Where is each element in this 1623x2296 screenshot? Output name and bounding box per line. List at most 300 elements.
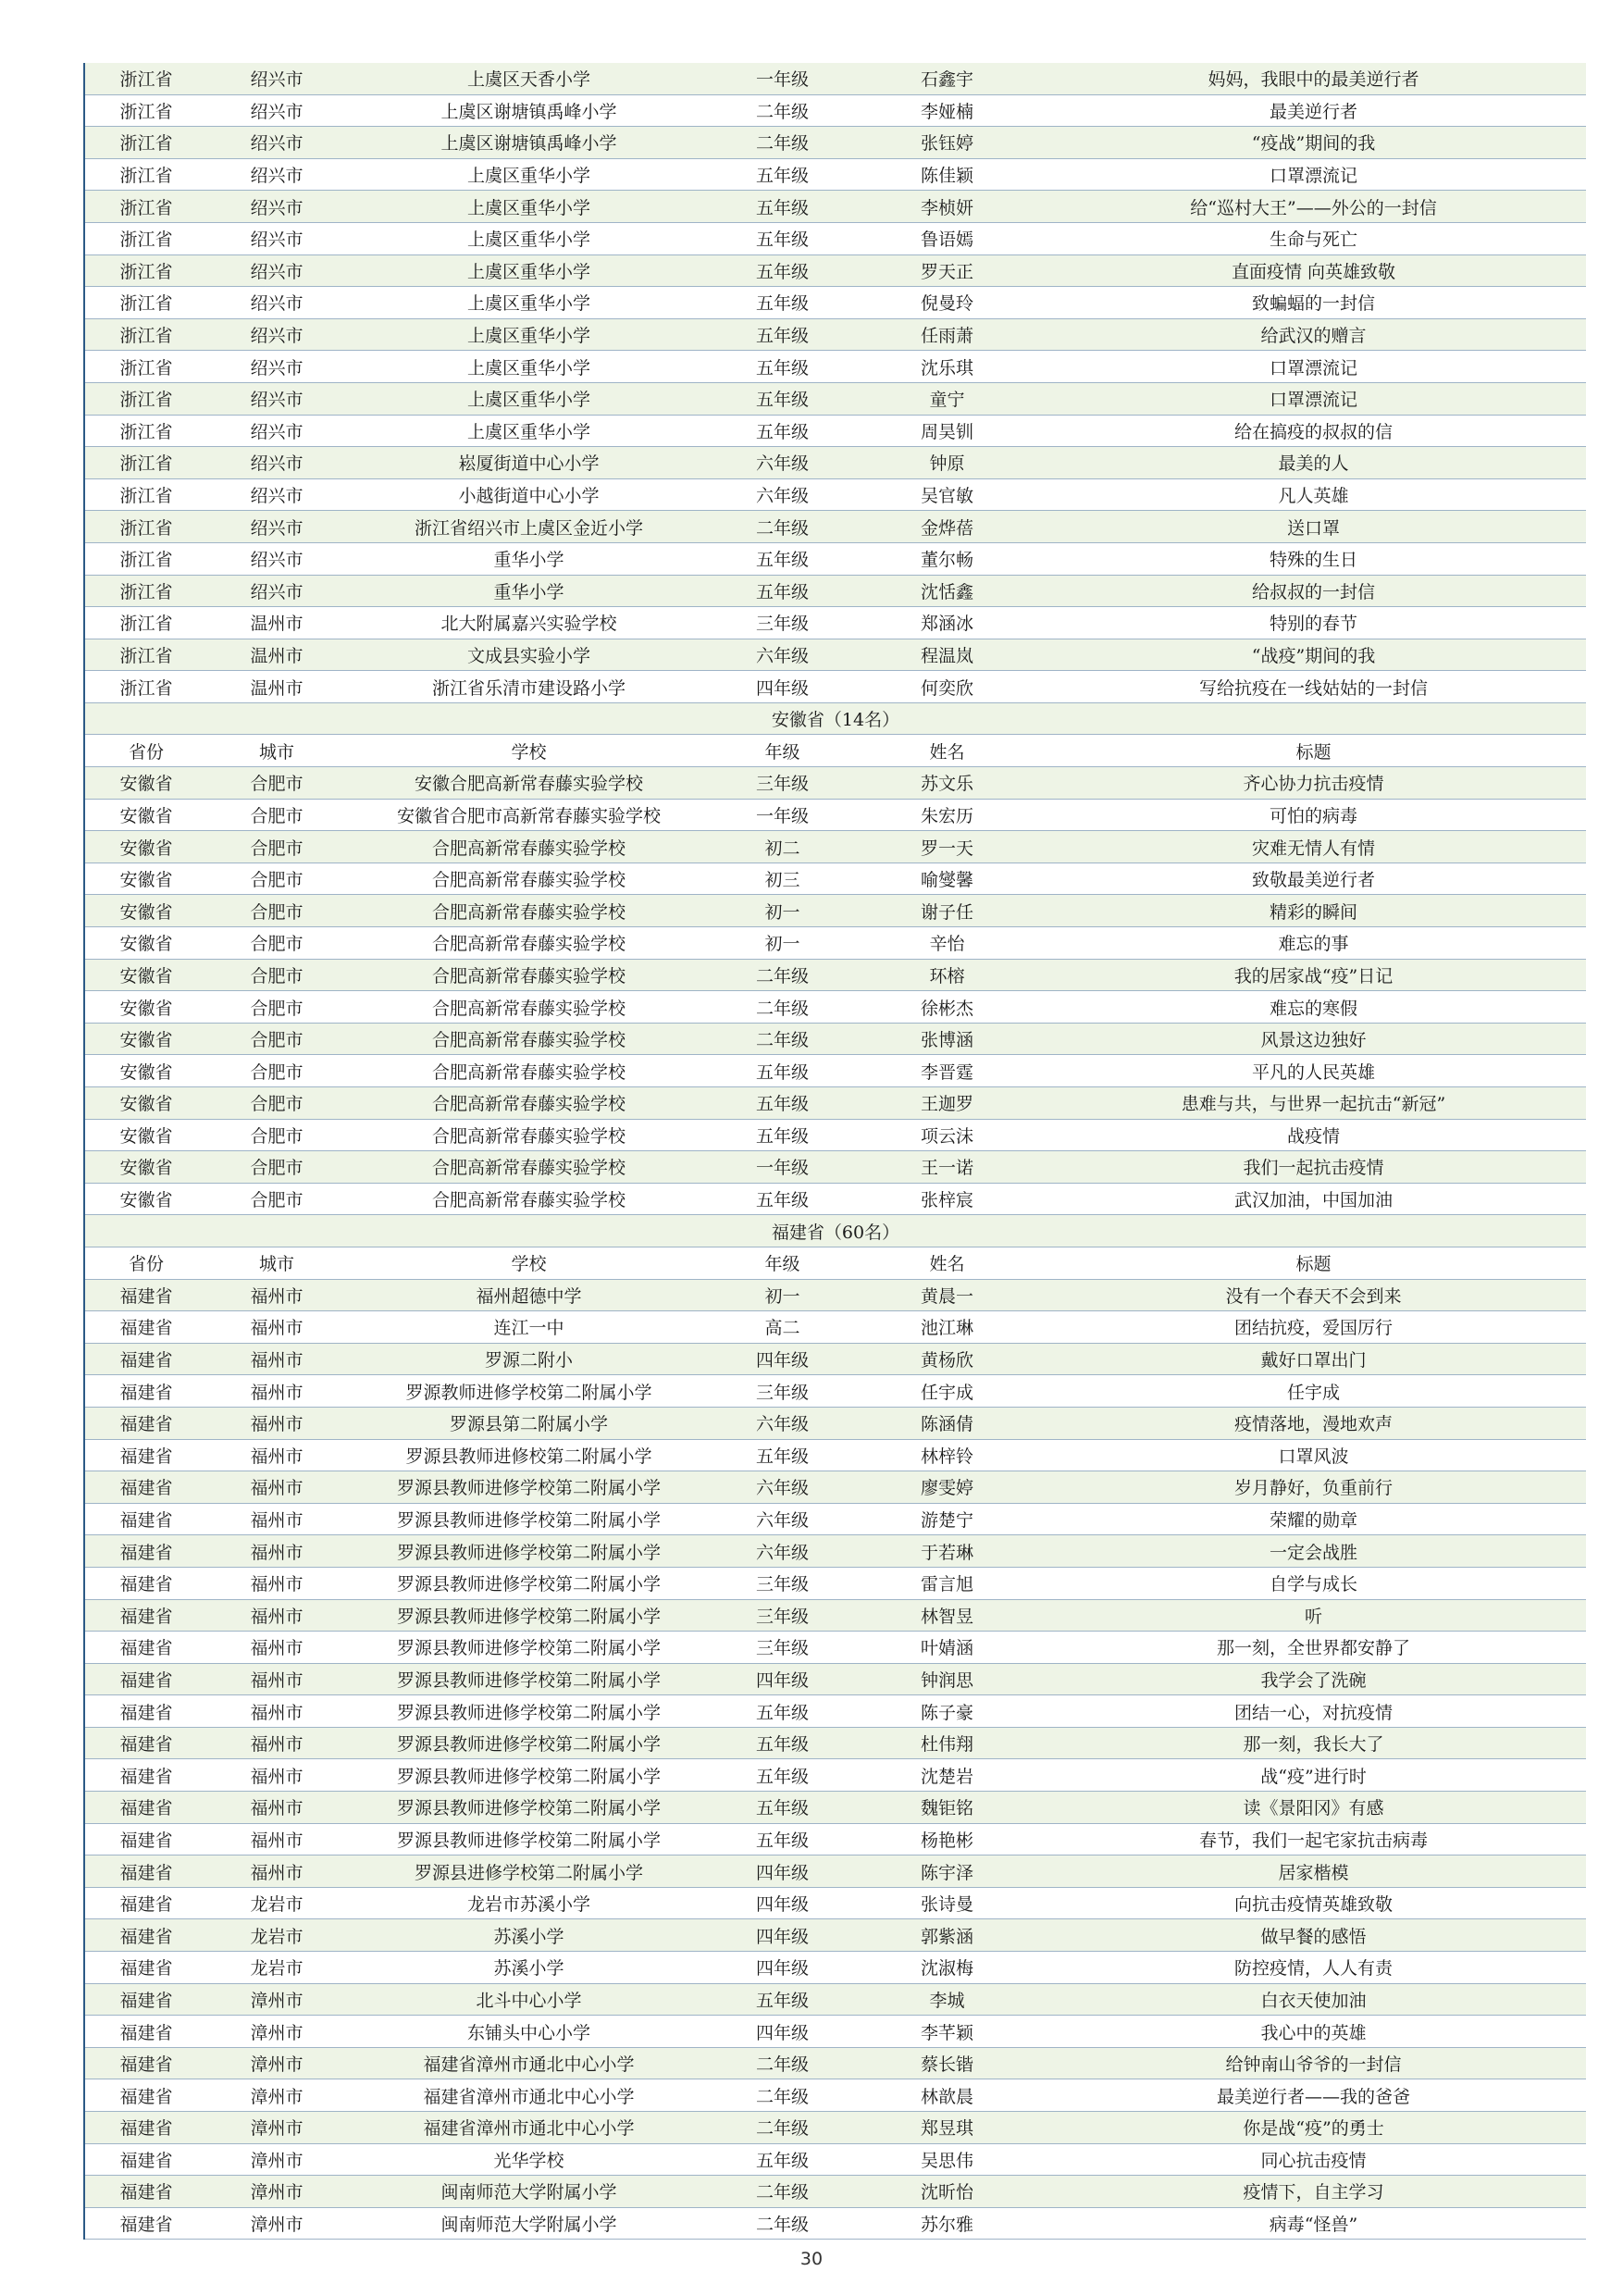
cell-title: 我心中的英雄 [1260, 2022, 1367, 2043]
cell-grade: 四年级 [755, 1669, 809, 1691]
cell-name: 环榕 [929, 965, 965, 987]
cell-school: 苏溪小学 [493, 1958, 564, 1980]
cell-school: 东铺头中心小学 [466, 2022, 590, 2043]
cell-province: 安徽省 [119, 965, 173, 987]
cell-grade: 三年级 [755, 774, 809, 795]
cell-city: 福州市 [250, 1382, 304, 1403]
table-row [85, 2144, 1586, 2177]
cell-school: 光华学校 [493, 2150, 564, 2171]
table-row [85, 1759, 1586, 1792]
cell-title: 防控疫情，人人有责 [1233, 1958, 1393, 1980]
cell-province: 福建省 [119, 1414, 173, 1435]
cell-city: 绍兴市 [250, 293, 304, 315]
cell-title: 春节，我们一起宅家抗击病毒 [1198, 1830, 1428, 1851]
cell-school: 福建省漳州市通北中心小学 [423, 2086, 635, 2107]
table-row [85, 1568, 1586, 1600]
cell-grade: 五年级 [755, 1125, 809, 1147]
cell-city: 合肥市 [250, 1125, 304, 1147]
cell-city: 绍兴市 [250, 133, 304, 155]
cell-title: 戴好口罩出门 [1260, 1350, 1367, 1371]
cell-province: 福建省 [119, 1990, 173, 2011]
table-row [85, 767, 1586, 800]
cell-title: 岁月静好，负重前行 [1233, 1478, 1393, 1499]
cell-city: 漳州市 [250, 2022, 304, 2043]
cell-title: 疫情落地，漫地欢声 [1233, 1414, 1393, 1435]
cell-grade: 二年级 [755, 998, 809, 1019]
cell-city: 合肥市 [250, 870, 304, 891]
cell-grade: 五年级 [755, 1094, 809, 1115]
cell-city: 绍兴市 [250, 550, 304, 571]
cell-school: 合肥高新常春藤实验学校 [431, 1158, 626, 1179]
cell-title: 没有一个春天不会到来 [1225, 1285, 1402, 1307]
cell-city: 合肥市 [250, 1190, 304, 1211]
table-row [85, 1184, 1586, 1216]
cell-grade: 五年级 [755, 326, 809, 347]
cell-school: 龙岩市苏溪小学 [466, 1894, 590, 1916]
column-header: 城市 [258, 1254, 294, 1275]
cell-province: 浙江省 [119, 293, 173, 315]
table-row [85, 1888, 1586, 1920]
cell-name: 程温岚 [920, 645, 973, 666]
cell-school: 上虞区重华小学 [466, 166, 590, 187]
table-row [85, 1952, 1586, 1984]
cell-title: 可怕的病毒 [1269, 805, 1357, 826]
cell-grade: 三年级 [755, 1574, 809, 1595]
cell-city: 福州市 [250, 1414, 304, 1435]
cell-province: 福建省 [119, 1766, 173, 1787]
cell-school: 安徽省合肥市高新常春藤实验学校 [396, 805, 661, 826]
table-row [85, 800, 1586, 832]
cell-province: 安徽省 [119, 870, 173, 891]
table-row [85, 1311, 1586, 1344]
cell-title: 一定会战胜 [1269, 1542, 1357, 1563]
table-row [85, 607, 1586, 639]
cell-name: 陈佳颖 [920, 166, 973, 187]
cell-city: 福州市 [250, 1606, 304, 1627]
cell-province: 福建省 [119, 2182, 173, 2203]
cell-province: 福建省 [119, 1926, 173, 1947]
cell-name: 郭紫涵 [920, 1926, 973, 1947]
cell-name: 董尔畅 [920, 550, 973, 571]
table-row [85, 639, 1586, 672]
cell-grade: 二年级 [755, 2182, 809, 2203]
cell-city: 温州市 [250, 645, 304, 666]
cell-school: 罗源县进修学校第二附属小学 [414, 1862, 643, 1883]
cell-province: 安徽省 [119, 1158, 173, 1179]
cell-school: 合肥高新常春藤实验学校 [431, 1061, 626, 1083]
cell-title: 疫情下，自主学习 [1243, 2182, 1384, 2203]
cell-school: 合肥高新常春藤实验学校 [431, 838, 626, 859]
cell-school: 罗源县第二附属小学 [449, 1414, 608, 1435]
table-row [85, 1055, 1586, 1087]
cell-province: 福建省 [119, 2150, 173, 2171]
cell-province: 福建省 [119, 1702, 173, 1723]
cell-city: 绍兴市 [250, 326, 304, 347]
cell-name: 李娅楠 [920, 101, 973, 122]
table-row [85, 2079, 1586, 2112]
table-row [85, 1855, 1586, 1888]
cell-province: 浙江省 [119, 133, 173, 155]
cell-title: “战疫”期间的我 [1251, 645, 1376, 666]
cell-name: 倪曼玲 [920, 293, 973, 315]
cell-name: 辛怡 [929, 934, 965, 955]
cell-province: 福建省 [119, 2086, 173, 2107]
cell-city: 合肥市 [250, 805, 304, 826]
cell-school: 合肥高新常春藤实验学校 [431, 998, 626, 1019]
cell-title: 口罩风波 [1278, 1446, 1349, 1467]
cell-province: 浙江省 [119, 230, 173, 251]
cell-city: 绍兴市 [250, 101, 304, 122]
cell-province: 福建省 [119, 2118, 173, 2140]
cell-school: 浙江省乐清市建设路小学 [431, 677, 626, 699]
cell-province: 安徽省 [119, 774, 173, 795]
table-header-row [85, 735, 1586, 767]
cell-school: 罗源县教师进修学校第二附属小学 [396, 1669, 661, 1691]
table-row [85, 2176, 1586, 2208]
column-header: 姓名 [929, 1254, 965, 1275]
cell-name: 张梓宸 [920, 1190, 973, 1211]
cell-title: 妈妈，我眼中的最美逆行者 [1208, 69, 1419, 91]
cell-name: 苏尔雅 [920, 2215, 973, 2236]
table-row [85, 1280, 1586, 1312]
cell-name: 魏钜铭 [920, 1798, 973, 1819]
cell-title: 口罩漂流记 [1269, 390, 1357, 411]
cell-city: 漳州市 [250, 2086, 304, 2107]
cell-title: 给钟南山爷爷的一封信 [1225, 2054, 1402, 2076]
cell-grade: 二年级 [755, 101, 809, 122]
cell-school: 合肥高新常春藤实验学校 [431, 870, 626, 891]
table-row [85, 927, 1586, 960]
cell-name: 喻燮馨 [920, 870, 973, 891]
cell-province: 浙江省 [119, 326, 173, 347]
cell-grade: 五年级 [755, 293, 809, 315]
cell-city: 绍兴市 [250, 69, 304, 91]
cell-city: 福州市 [250, 1478, 304, 1499]
table-row [85, 671, 1586, 703]
cell-province: 浙江省 [119, 581, 173, 602]
cell-grade: 二年级 [755, 2215, 809, 2236]
cell-city: 绍兴市 [250, 261, 304, 282]
cell-province: 安徽省 [119, 1061, 173, 1083]
column-header: 学校 [511, 741, 547, 763]
cell-grade: 五年级 [755, 1830, 809, 1851]
cell-province: 福建省 [119, 1638, 173, 1659]
cell-school: 连江一中 [493, 1318, 564, 1339]
cell-province: 浙江省 [119, 69, 173, 91]
cell-province: 浙江省 [119, 517, 173, 539]
cell-title: 平凡的人民英雄 [1251, 1061, 1375, 1083]
column-header: 省份 [128, 1254, 164, 1275]
cell-province: 福建省 [119, 2215, 173, 2236]
column-header: 省份 [128, 741, 164, 763]
cell-title: 做早餐的感悟 [1260, 1926, 1367, 1947]
table-row [85, 191, 1586, 223]
cell-title: 难忘的事 [1278, 934, 1349, 955]
cell-province: 福建省 [119, 1606, 173, 1627]
cell-title: 患难与共，与世界一起抗击“新冠” [1181, 1094, 1446, 1115]
cell-grade: 六年级 [755, 645, 809, 666]
cell-province: 浙江省 [119, 261, 173, 282]
cell-school: 罗源教师进修学校第二附属小学 [405, 1382, 652, 1403]
cell-school: 罗源县教师进修学校第二附属小学 [396, 1702, 661, 1723]
cell-title: 我学会了洗碗 [1260, 1669, 1367, 1691]
cell-name: 童宁 [929, 390, 965, 411]
cell-name: 沈乐琪 [920, 357, 973, 379]
cell-title: 给叔叔的一封信 [1251, 581, 1375, 602]
cell-province: 福建省 [119, 1894, 173, 1916]
cell-grade: 四年级 [755, 1350, 809, 1371]
table-row [85, 1695, 1586, 1728]
cell-province: 安徽省 [119, 1125, 173, 1147]
cell-title: 精彩的瞬间 [1269, 901, 1357, 923]
cell-grade: 四年级 [755, 1926, 809, 1947]
page-number: 30 [799, 2249, 824, 2269]
cell-title: 同心抗击疫情 [1260, 2150, 1367, 2171]
cell-school: 上虞区重华小学 [466, 293, 590, 315]
table-row [85, 351, 1586, 383]
cell-grade: 初一 [764, 901, 800, 923]
cell-name: 钟原 [929, 453, 965, 475]
cell-grade: 三年级 [755, 1606, 809, 1627]
cell-name: 张钰婷 [920, 133, 973, 155]
cell-title: 武汉加油，中国加油 [1233, 1190, 1393, 1211]
cell-school: 罗源县教师进修学校第二附属小学 [396, 1542, 661, 1563]
table-row [85, 63, 1586, 95]
cell-city: 绍兴市 [250, 197, 304, 218]
table-row [85, 511, 1586, 543]
cell-province: 福建省 [119, 1669, 173, 1691]
cell-grade: 五年级 [755, 1702, 809, 1723]
table-row [85, 1824, 1586, 1856]
cell-province: 浙江省 [119, 166, 173, 187]
table-row [85, 1408, 1586, 1440]
cell-title: 向抗击疫情英雄致敬 [1233, 1894, 1393, 1916]
cell-title: 灾难无情人有情 [1251, 838, 1375, 859]
cell-name: 于若琳 [920, 1542, 973, 1563]
cell-school: 罗源县教师进修学校第二附属小学 [396, 1606, 661, 1627]
cell-grade: 二年级 [755, 965, 809, 987]
section-title-fujian: 福建省（60名） [85, 1215, 1586, 1247]
cell-title: 那一刻，全世界都安静了 [1216, 1638, 1410, 1659]
section-title-anhui: 安徽省（14名） [85, 703, 1586, 736]
cell-school: 闽南师范大学附属小学 [440, 2215, 617, 2236]
cell-name: 李桢妍 [920, 197, 973, 218]
cell-title: 生命与死亡 [1269, 230, 1357, 251]
cell-grade: 五年级 [755, 1190, 809, 1211]
cell-title: 居家楷模 [1278, 1862, 1349, 1883]
cell-province: 福建省 [119, 1510, 173, 1532]
cell-grade: 三年级 [755, 1638, 809, 1659]
cell-city: 福州市 [250, 1638, 304, 1659]
cell-title: 那一刻，我长大了 [1243, 1734, 1384, 1756]
cell-school: 合肥高新常春藤实验学校 [431, 1030, 626, 1051]
cell-grade: 一年级 [755, 1158, 809, 1179]
cell-title: 自学与成长 [1269, 1574, 1357, 1595]
cell-school: 上虞区重华小学 [466, 261, 590, 282]
cell-school: 罗源县教师进修学校第二附属小学 [396, 1638, 661, 1659]
cell-city: 合肥市 [250, 1030, 304, 1051]
table-row [85, 1632, 1586, 1664]
table-row [85, 2208, 1586, 2240]
cell-city: 合肥市 [250, 838, 304, 859]
table-row [85, 1535, 1586, 1568]
cell-grade: 五年级 [755, 166, 809, 187]
cell-name: 黄杨欣 [920, 1350, 973, 1371]
table-row [85, 479, 1586, 512]
cell-province: 福建省 [119, 1574, 173, 1595]
cell-name: 钟润思 [920, 1669, 973, 1691]
cell-grade: 二年级 [755, 133, 809, 155]
cell-province: 福建省 [119, 1830, 173, 1851]
cell-name: 朱宏历 [920, 805, 973, 826]
cell-school: 罗源县教师进修学校第二附属小学 [396, 1574, 661, 1595]
table-row [85, 991, 1586, 1024]
cell-province: 福建省 [119, 1285, 173, 1307]
cell-province: 安徽省 [119, 998, 173, 1019]
cell-name: 沈楚岩 [920, 1766, 973, 1787]
cell-name: 任宇成 [920, 1382, 973, 1403]
cell-title: 致蝙蝠的一封信 [1251, 293, 1375, 315]
cell-name: 王迦罗 [920, 1094, 973, 1115]
cell-province: 浙江省 [119, 677, 173, 699]
cell-school: 上虞区重华小学 [466, 390, 590, 411]
cell-grade: 六年级 [755, 1478, 809, 1499]
cell-name: 雷言旭 [920, 1574, 973, 1595]
cell-name: 林歆晨 [920, 2086, 973, 2107]
table-row [85, 960, 1586, 992]
cell-school: 上虞区谢塘镇禹峰小学 [440, 133, 617, 155]
column-header: 年级 [764, 1254, 800, 1275]
cell-province: 福建省 [119, 1862, 173, 1883]
cell-name: 罗一天 [920, 838, 973, 859]
cell-city: 合肥市 [250, 901, 304, 923]
cell-city: 福州市 [250, 1446, 304, 1467]
cell-school: 崧厦街道中心小学 [458, 453, 600, 475]
cell-province: 安徽省 [119, 805, 173, 826]
table-row [85, 447, 1586, 479]
cell-city: 龙岩市 [250, 1894, 304, 1916]
cell-name: 叶婧涵 [920, 1638, 973, 1659]
cell-province: 福建省 [119, 1478, 173, 1499]
cell-title: 你是战“疫”的勇士 [1243, 2118, 1384, 2140]
cell-grade: 五年级 [755, 390, 809, 411]
cell-city: 福州市 [250, 1734, 304, 1756]
cell-school: 上虞区天香小学 [466, 69, 590, 91]
cell-grade: 五年级 [755, 1061, 809, 1083]
column-header: 学校 [511, 1254, 547, 1275]
cell-grade: 四年级 [755, 1862, 809, 1883]
cell-city: 福州市 [250, 1669, 304, 1691]
cell-grade: 四年级 [755, 1958, 809, 1980]
cell-city: 福州市 [250, 1510, 304, 1532]
cell-city: 绍兴市 [250, 390, 304, 411]
table-row [85, 255, 1586, 288]
cell-title: 团结一心，对抗疫情 [1233, 1702, 1393, 1723]
cell-grade: 二年级 [755, 1030, 809, 1051]
cell-grade: 五年级 [755, 2150, 809, 2171]
table-row [85, 1984, 1586, 2017]
cell-city: 绍兴市 [250, 581, 304, 602]
cell-name: 谢子任 [920, 901, 973, 923]
cell-grade: 四年级 [755, 677, 809, 699]
cell-title: 战“疫”进行时 [1260, 1766, 1367, 1787]
table-row [85, 159, 1586, 192]
cell-school: 罗源县教师进修校第二附属小学 [405, 1446, 652, 1467]
cell-school: 上虞区重华小学 [466, 326, 590, 347]
cell-title: 战疫情 [1286, 1125, 1340, 1147]
cell-school: 浙江省绍兴市上虞区金近小学 [414, 517, 643, 539]
cell-title: 最美逆行者 [1269, 101, 1357, 122]
table-row [85, 831, 1586, 863]
cell-city: 福州市 [250, 1574, 304, 1595]
cell-school: 重华小学 [493, 581, 564, 602]
cell-city: 福州市 [250, 1350, 304, 1371]
cell-school: 福建省漳州市通北中心小学 [423, 2054, 635, 2076]
cell-title: 给在搞疫的叔叔的信 [1233, 421, 1393, 442]
cell-grade: 六年级 [755, 453, 809, 475]
cell-grade: 初三 [764, 870, 800, 891]
cell-city: 漳州市 [250, 2182, 304, 2203]
cell-city: 合肥市 [250, 965, 304, 987]
cell-grade: 五年级 [755, 230, 809, 251]
cell-school: 上虞区重华小学 [466, 357, 590, 379]
cell-school: 上虞区重华小学 [466, 197, 590, 218]
cell-grade: 一年级 [755, 805, 809, 826]
cell-grade: 三年级 [755, 1382, 809, 1403]
cell-title: 直面疫情 向英雄致敬 [1231, 261, 1396, 282]
cell-title: 任宇成 [1286, 1382, 1340, 1403]
cell-grade: 六年级 [755, 1414, 809, 1435]
cell-province: 福建省 [119, 1382, 173, 1403]
cell-city: 龙岩市 [250, 1958, 304, 1980]
cell-province: 浙江省 [119, 197, 173, 218]
table-row [85, 1440, 1586, 1472]
table-row [85, 383, 1586, 416]
cell-name: 林智昱 [920, 1606, 973, 1627]
cell-school: 罗源县教师进修学校第二附属小学 [396, 1478, 661, 1499]
cell-name: 王一诺 [920, 1158, 973, 1179]
cell-school: 合肥高新常春藤实验学校 [431, 901, 626, 923]
cell-grade: 初一 [764, 934, 800, 955]
cell-title: 荣耀的勋章 [1269, 1510, 1357, 1532]
table-row [85, 1151, 1586, 1184]
table-row [85, 1024, 1586, 1056]
cell-name: 郑昱琪 [920, 2118, 973, 2140]
column-header: 城市 [258, 741, 294, 763]
cell-province: 福建省 [119, 1350, 173, 1371]
cell-city: 绍兴市 [250, 421, 304, 442]
cell-school: 合肥高新常春藤实验学校 [431, 1190, 626, 1211]
cell-title: 特别的春节 [1269, 614, 1357, 635]
cell-school: 合肥高新常春藤实验学校 [431, 1094, 626, 1115]
cell-name: 池江琳 [920, 1318, 973, 1339]
cell-city: 绍兴市 [250, 453, 304, 475]
table-row [85, 1728, 1586, 1760]
cell-name: 沈淑梅 [920, 1958, 973, 1980]
table-row [85, 223, 1586, 255]
table-row [85, 2048, 1586, 2080]
cell-school: 罗源县教师进修学校第二附属小学 [396, 1734, 661, 1756]
cell-city: 合肥市 [250, 774, 304, 795]
cell-name: 任雨萧 [920, 326, 973, 347]
cell-province: 安徽省 [119, 1030, 173, 1051]
cell-title: 口罩漂流记 [1269, 357, 1357, 379]
table-row [85, 1087, 1586, 1120]
cell-province: 安徽省 [119, 1094, 173, 1115]
cell-city: 合肥市 [250, 998, 304, 1019]
cell-school: 北大附属嘉兴实验学校 [440, 614, 617, 635]
cell-province: 浙江省 [119, 645, 173, 666]
